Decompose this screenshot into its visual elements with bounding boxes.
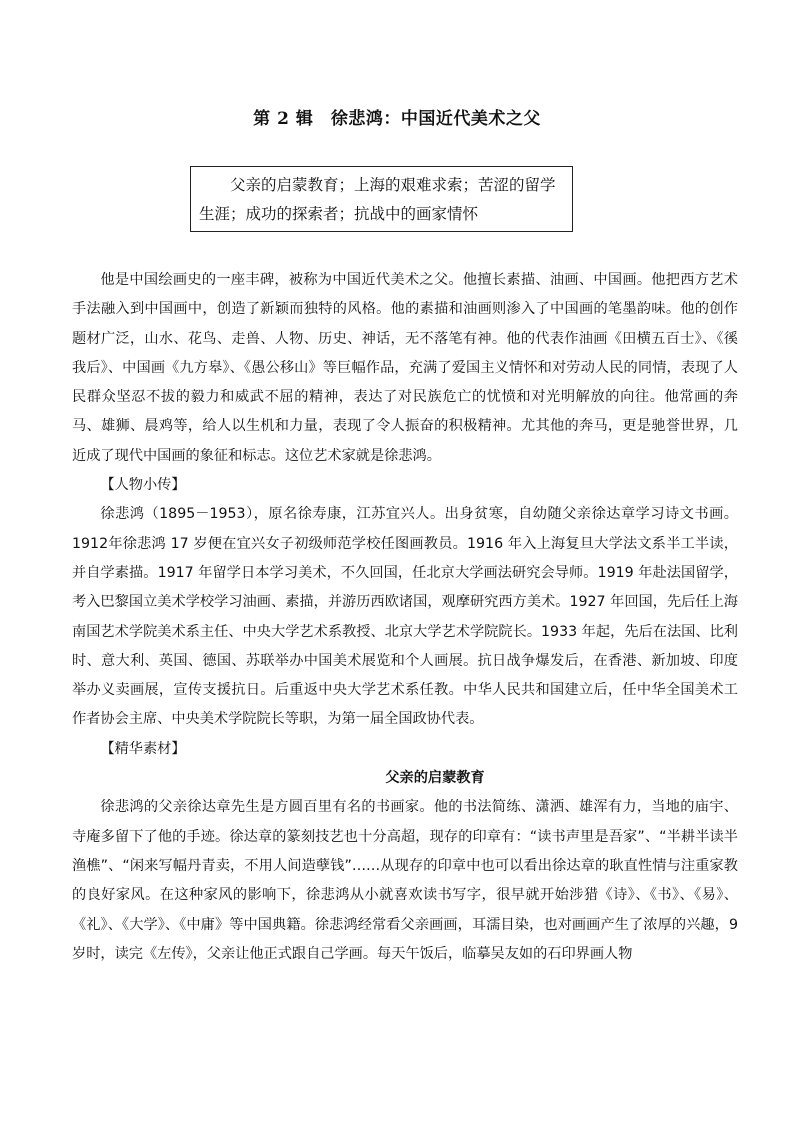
bio-section-label: 【人物小传】 [100, 477, 186, 494]
bio-paragraph: 徐悲鸿（1895－1953），原名徐寿康，江苏宜兴人。出身贫寒，自幼随父亲徐达章学习诗文书画。1912年徐悲鸿 17 岁便在宜兴女子初级师范学校任图画教员。1916 年入上海复旦大学法文系半工半读，并自学素描。1917 年留学日本学习美术，不久回国，任北京大学画法研究会导师。1919 年赴法国留学，考入巴黎国立美术学校学习油画、素描，并游历西欧诸国，观摩研究西方美术。1927 年回国，先后任上海南国艺术学院美术系主任、中央大学艺术系教授、北京大学艺术学院院长。1933 年起，先后在法国、比利时、意大利、英国、德国、苏联举办中国美术展览和个人画展。抗日战争爆发后，在香港、新加坡、印度举办义卖画展，宣传支援抗日。后重返中央大学艺术系任教。中华人民共和国建立后，任中华全国美术工作者协会主席、中央美术学院院长等职，为第一届全国政协代表。 [72, 506, 738, 728]
summary-box: 父亲的启蒙教育；上海的艰难求索；苦涩的留学生涯；成功的探索者；抗战中的画家情怀 [190, 166, 573, 232]
essence-section-label: 【精华素材】 [100, 740, 186, 757]
article-body [72, 266, 738, 969]
section-paragraph: 徐悲鸿的父亲徐达章先生是方圆百里有名的书画家。他的书法简练、潇洒、雄浑有力，当地的庙宇、寺庵多留下了他的手迹。徐达章的篆刻技艺也十分高超，现存的印章有：“读书声里是吾家”、“半耕半读半渔樵”、“闲来写幅丹青卖，不用人间造孽钱”……从现存的印章中也可以看出徐达章的耿直性情与注重家教的良好家风。在这种家风的影响下，徐悲鸿从小就喜欢读书写字，很早就开始涉猎《诗》、《书》、《易》、《礼》、《大学》、《中庸》等中国典籍。徐悲鸿经常看父亲画画，耳濡目染，也对画画产生了浓厚的兴趣，9 岁时，读完《左传》，父亲让他正式跟自己学画。每天午饭后，临摹吴友如的石印界画人物 [72, 799, 738, 962]
page-title: 第 2 辑 徐悲鸿：中国近代美术之父 [253, 109, 541, 129]
intro-paragraph: 他是中国绘画史的一座丰碑，被称为中国近代美术之父。他擅长素描、油画、中国画。他把西方艺术手法融入到中国画中，创造了新颖而独特的风格。他的素描和油画则渗入了中国画的笔墨韵味。他的创作题材广泛，山水、花鸟、走兽、人物、历史、神话，无不落笔有神。他的代表作油画《田横五百士》、《徯我后》、中国画《九方皋》、《愚公移山》等巨幅作品，充满了爱国主义情怀和对劳动人民的同情，表现了人民群众坚忍不拔的毅力和威武不屈的精神，表达了对民族危亡的忧愤和对光明解放的向往。他常画的奔马、雄狮、晨鸡等，给人以生机和力量，表现了令人振奋的积极精神。尤其他的奔马，更是驰誉世界，几近成了现代中国画的象征和标志。这位艺术家就是徐悲鸿。 [72, 272, 738, 464]
section-heading: 父亲的启蒙教育 [385, 770, 485, 787]
